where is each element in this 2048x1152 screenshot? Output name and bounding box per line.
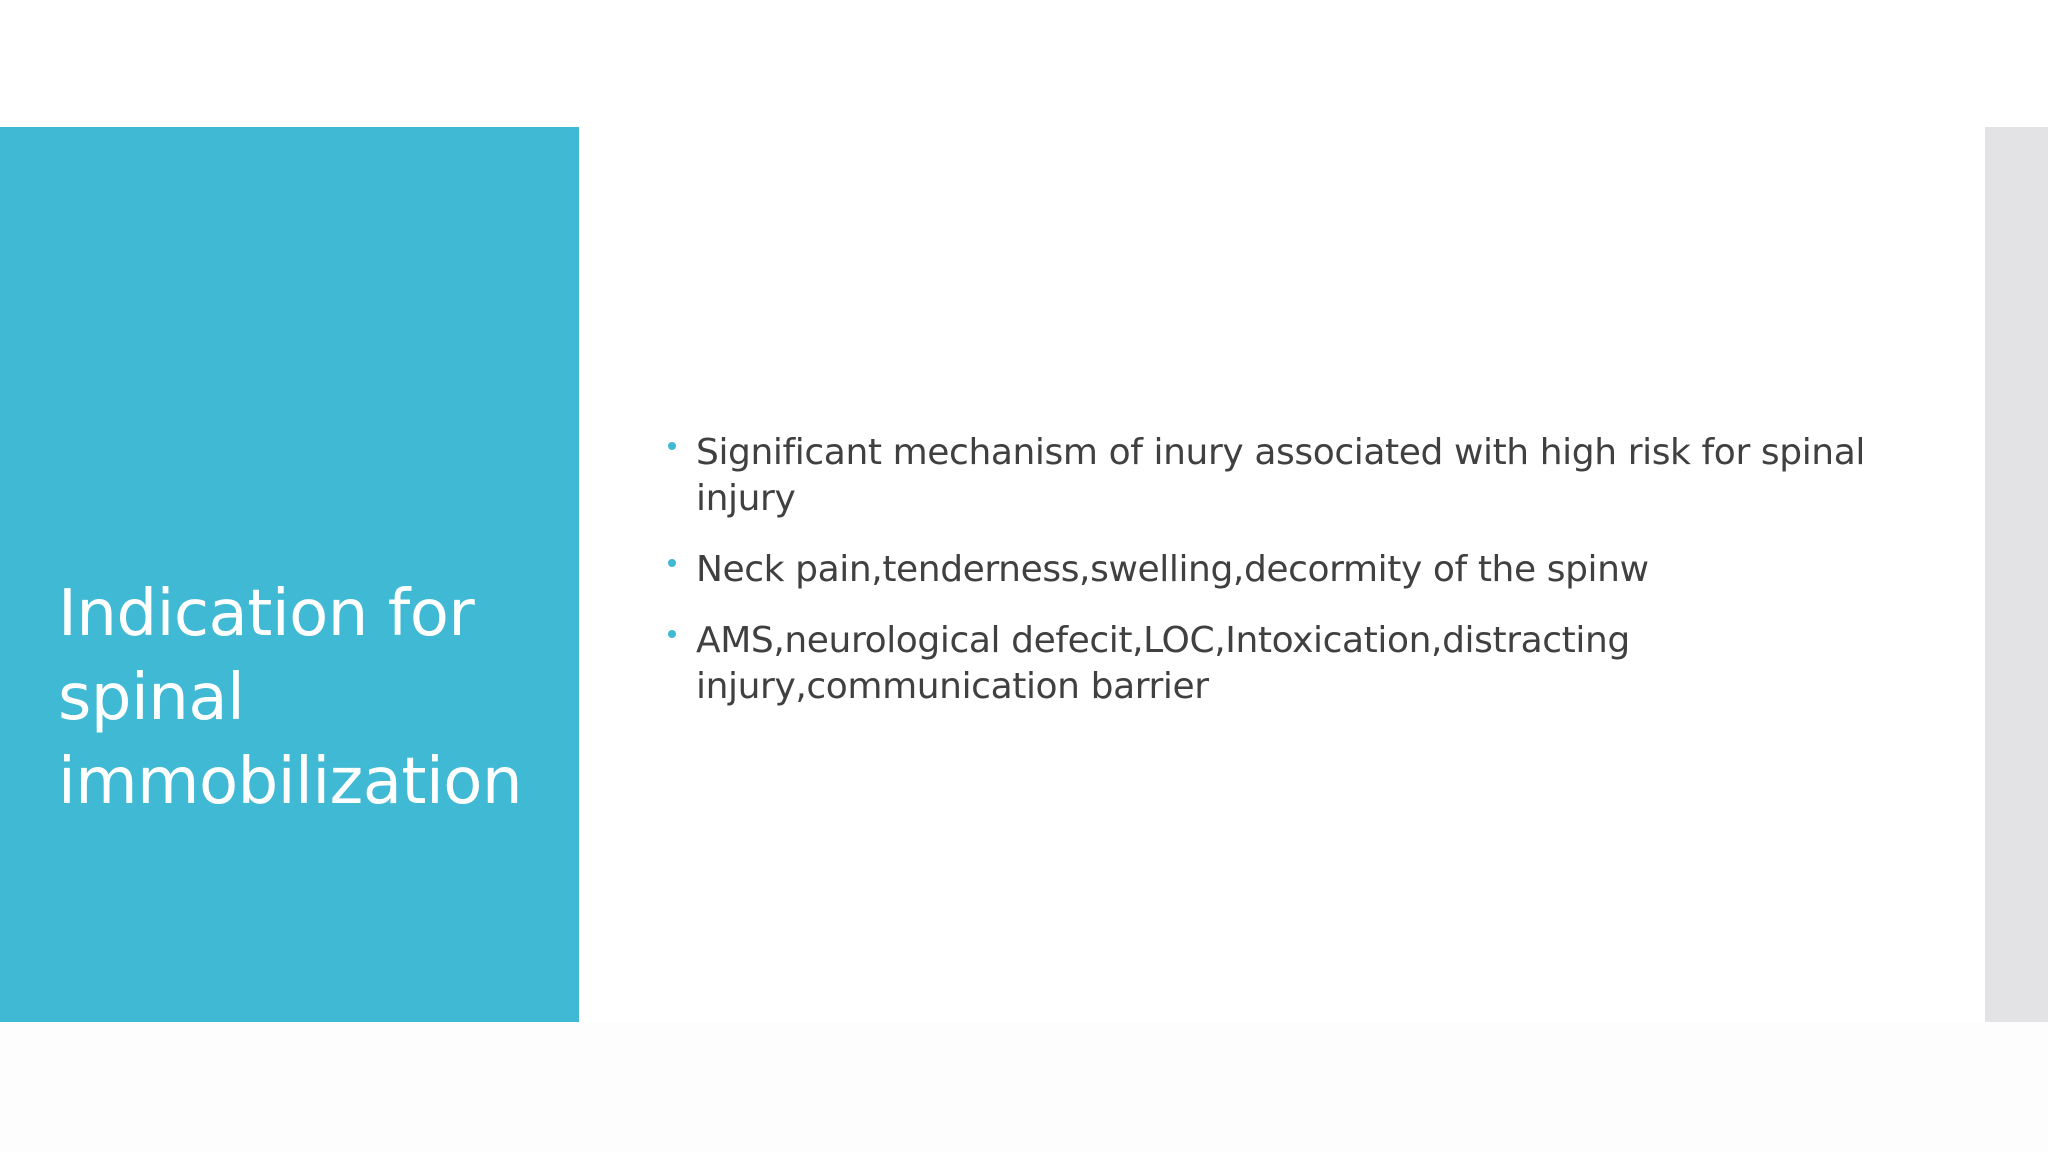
bullet-item <box>660 430 1900 522</box>
bullet-text: Neck pain,tenderness,swelling,decormity of the spinw <box>696 549 1649 590</box>
bullet-text: Significant mechanism of inury associated with high risk for spinal injury <box>696 432 1865 519</box>
bullet-dot-icon <box>668 630 676 638</box>
bullet-item <box>660 618 1900 710</box>
bullet-text: AMS,neurological defecit,LOC,Intoxication,distracting injury,communication barrier <box>696 620 1630 707</box>
slide-title: Indication for spinal immobilization <box>58 577 522 819</box>
bullet-list <box>660 430 1900 735</box>
title-panel <box>0 127 579 1022</box>
right-side-strip <box>1985 127 2048 1022</box>
bullet-dot-icon <box>668 442 676 450</box>
bullet-dot-icon <box>668 559 676 567</box>
bullet-item <box>660 547 1900 593</box>
bottom-band <box>0 1022 2048 1152</box>
